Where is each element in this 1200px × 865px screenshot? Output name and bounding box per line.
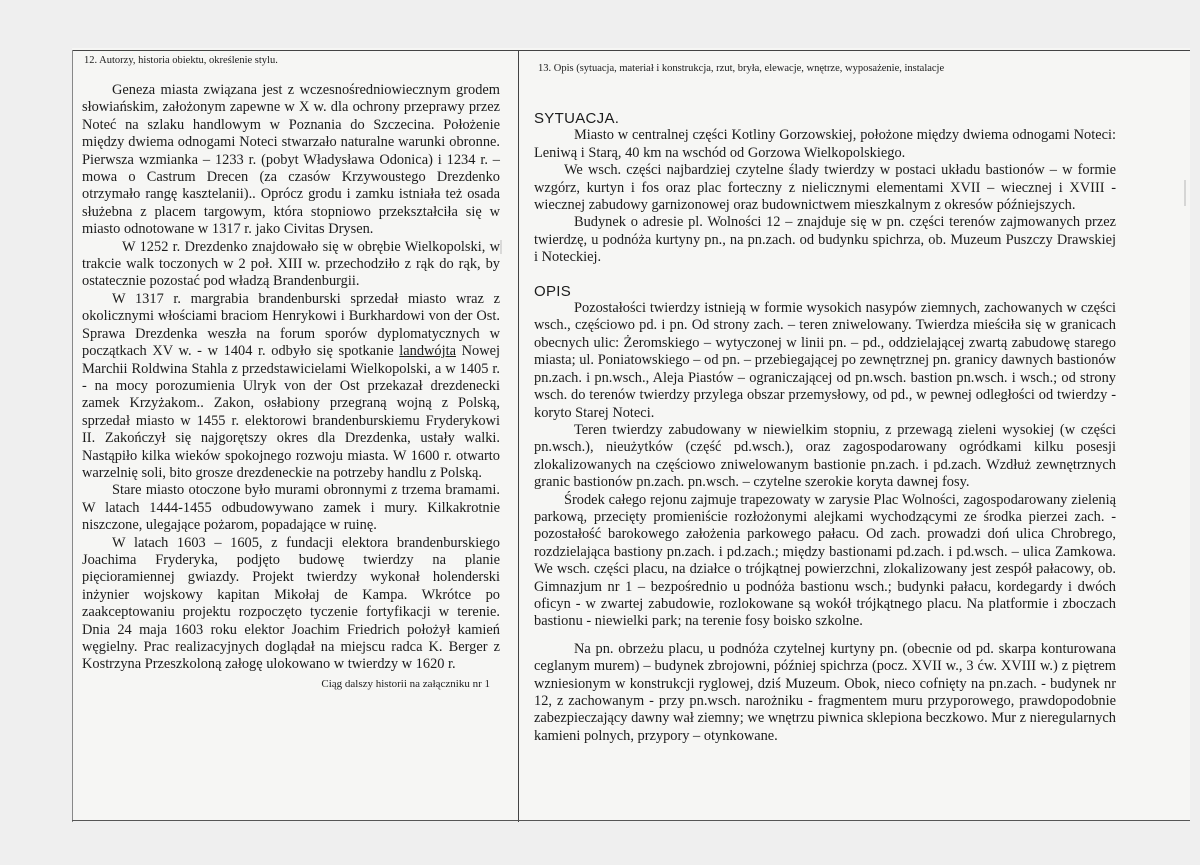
description-paragraph: Teren twierdzy zabudowany w niewielkim stopniu, z przewagą zieleni wysokiej (w części pn.wsch.), nieużytków (część pd.wsch.), oraz zagospodarowany ogródkami kilku posesji zlokalizowanych na częściowo zniwelowanym bastionie pn.zach. i pd.zach. Wzdłuż zewnętrznych granic bastionów pn.zach. pn.wsch. – czytelne szerokie koryta dawnej fosy. <box>534 421 1116 491</box>
section-spacer <box>534 267 1116 283</box>
description-paragraph: Środek całego rejonu zajmuje trapezowaty w zarysie Plac Wolności, zagospodarowany zielenią parkową, przecięty promieniście rozłożonymi alejkami wychodzącymi ze środka pierzei zach. - pozostałość barokowego założenia parkowego pałacu. Od zach. prowadzi doń ulica Chrobrego, rozdzielająca bastiony pn.zach. i pd.zach.; między bastionami pd.zach. i pd.wsch. – ulica Zamkowa. We wsch. części placu, na działce o trójkątnej powierzchni, zlokalizowany jest zespół pałacowy, ob. Gimnazjum nr 1 – bezpośrednio u podnóża bastionu wsch.; budynki pałacu, kordegardy i dwóch oficyn - w zwartej zabudowie, rozlokowane są wokół trójkątnego placu. Na platformie i zboczach bastionu - niewielki park; na terenie fosy boisko szkolne. <box>534 491 1116 630</box>
history-text: W 1317 r. margrabia brandenburski sprzedał miasto wraz z okolicznymi włościami braciom Henrykowi i Burkhardowi von der Ost. Sprawa Drezdenka weszła na forum sporów dyplomatycznych w początkach XV w. - w 1404 r. odbyło się spotkanie <box>82 290 500 360</box>
history-paragraph: W latach 1603 – 1605, z fundacji elektora brandenburskiego Joachima Fryderyka, podjęto budowę twierdzy na planie pięcioramiennej gwiazdy. Projekt twierdzy wykonał holenderski inżynier wojskowy kapitan Mikołaj de Kampa. Wkrótce po zaakceptowaniu projektu rozpoczęto tyczenie fortyfikacji w terenie. Dnia 24 maja 1603 roku elektor Joachim Friedrich położył kamień węgielny. Prac realizacyjnych doglądał na miejscu radca K. Berger z Kostrzyna Przeszkoloną załogę ulokowano w twierdzy w 1620 r. <box>82 534 500 673</box>
history-paragraph: Stare miasto otoczone było murami obronnymi z trzema bramami. W latach 1444-1455 odbudowywano zamek i mury. Kilkakrotnie niszczone, ulegające pożarom, popadające w ruinę. <box>82 482 500 534</box>
bottom-rule <box>72 820 1190 821</box>
history-text: Nowej Marchii Roldwina Stahla z przedstawicielami Wielkopolski, a w 1405 r. - na mocy porozumienia Ulryk von der Ost przekazał drezdenecki zamek Krzyżakom.. Zakon, osłabiony przegraną wojną z Polską, sprzedał miasto w 1455 r. elektorowi brandenburskiemu Fryderykowi II. Zakończył się najgorętszy okres dla Drezdenka, ustały walki. Nastąpiło kilka wieków spokojnego rozwoju miasta. W 1600 r. otwarto warzelnię soli, bito grosze drezdeneckie na potrzeby handlu z Polską. <box>82 343 500 481</box>
history-column <box>82 82 500 693</box>
description-paragraph: Na pn. obrzeżu placu, u podnóża czytelnej kurtyny pn. (obecnie od pd. skarpa konturowana ceglanym murem) – budynek zbrojowni, później spichrza (pocz. XVII w., 3 ćw. XVIII w.) z piętrem wzniesionym w konstrukcji ryglowej, dziś Muzeum. Obok, nieco cofnięty na pn.zach. - budynek nr 12, z zachowanym - przy pn.wsch. narożniku - fragmentem muru przyporowego, prawdopodobnie zabezpieczający dawny wał ziemny; we wnętrzu piwnica sklepiona beczkowo. Mur z nieregularnych kamieni polnych, przypory – otynkowane. <box>534 640 1116 744</box>
left-border <box>72 50 73 822</box>
history-paragraph <box>82 291 500 482</box>
column-divider <box>518 50 519 822</box>
scan-mark <box>1184 180 1186 206</box>
description-column <box>534 110 1116 745</box>
description-paragraph: Pozostałości twierdzy istnieją w formie wysokich nasypów ziemnych, zachowanych w części wsch., częściowo pd. i pn. Od strony zach. – teren zniwelowany. Twierdza mieściła się w granicach obecnych ulic: Żeromskiego – wytyczonej w linii pn. – pd., oddzielającej zwartą zabudowę starego miasta; ul. Poniatowskiego – od pn. – przebiegającej po zewnętrznej pn. granicy dawnych bastionów pn.zach. i pn.wsch., Aleja Piastów – ograniczającej od pn.wsch. bastion pn.wsch. i wsch.; od strony wsch. do terenów twierdzy przylega obszar przemysłowy, od pd., w pewnej odległości od twierdzy - koryto Starej Noteci. <box>534 300 1116 421</box>
description-paragraph: Miasto w centralnej części Kotliny Gorzowskiej, położone między dwiema odnogami Noteci: Leniwą i Starą, 40 km na wschód od Gorzowa Wielkopolskiego. <box>534 127 1116 161</box>
field-12-header: 12. Autorzy, historia obiektu, określenie stylu. <box>84 55 278 66</box>
scan-mark <box>500 240 502 254</box>
section-heading-sytuacja: SYTUACJA. <box>534 110 620 127</box>
underlined-term: landwójta <box>399 343 456 360</box>
section-heading-opis: OPIS <box>534 282 572 300</box>
history-paragraph: Geneza miasta związana jest z wczesnośredniowiecznym grodem słowiańskim, założonym zapewne w X w. dla ochrony przeprawy przez Noteć na szlaku handlowym w Poznania do Szczecina. Położenie między dwiema odnogami Noteci stwarzało naturalne warunki obronne. Pierwsza wzmianka – 1233 r. (pobyt Władysława Odonica) i 1234 r. – mowa o Castrum Drecen (za czasów Krzywoustego Drezdenko otrzymało rangę kasztelanii).. Oprócz grodu i zamku istniała też osada służebna z placem targowym, która stopniowo przekształciła się w miasto odnotowane w 1317 r. jako Civitas Drysen. <box>82 82 500 238</box>
description-paragraph: We wsch. części najbardziej czytelne ślady twierdzy w postaci układu bastionów – w formie wzgórz, kurtyn i fos oraz plac forteczny z nielicznymi elementami XVII – wiecznej i XVIII -wiecznej zabudowy garnizonowej oraz budownictwem mieszkalnym z okresów późniejszych. <box>534 162 1116 214</box>
description-paragraph: Budynek o adresie pl. Wolności 12 – znajduje się w pn. części terenów zajmowanych przez twierdzę, u podnóża kurtyny pn., na pn.zach. od budynku spichrza, ob. Muzeum Puszczy Drawskiej i Noteckiej. <box>534 214 1116 266</box>
top-rule <box>72 50 1190 51</box>
continuation-note: Ciąg dalszy historii na załączniku nr 1 <box>321 677 490 690</box>
history-paragraph: W 1252 r. Drezdenko znajdowało się w obrębie Wielkopolski, w trakcie walk toczonych w 2 poł. XIII w. przechodziło z rąk do rąk, by ostatecznie pozostać pod władzą Brandenburgii. <box>82 238 500 290</box>
field-13-header: 13. Opis (sytuacja, materiał i konstrukcja, rzut, bryła, elewacje, wnętrze, wyposażenie, instalacje <box>538 63 945 74</box>
